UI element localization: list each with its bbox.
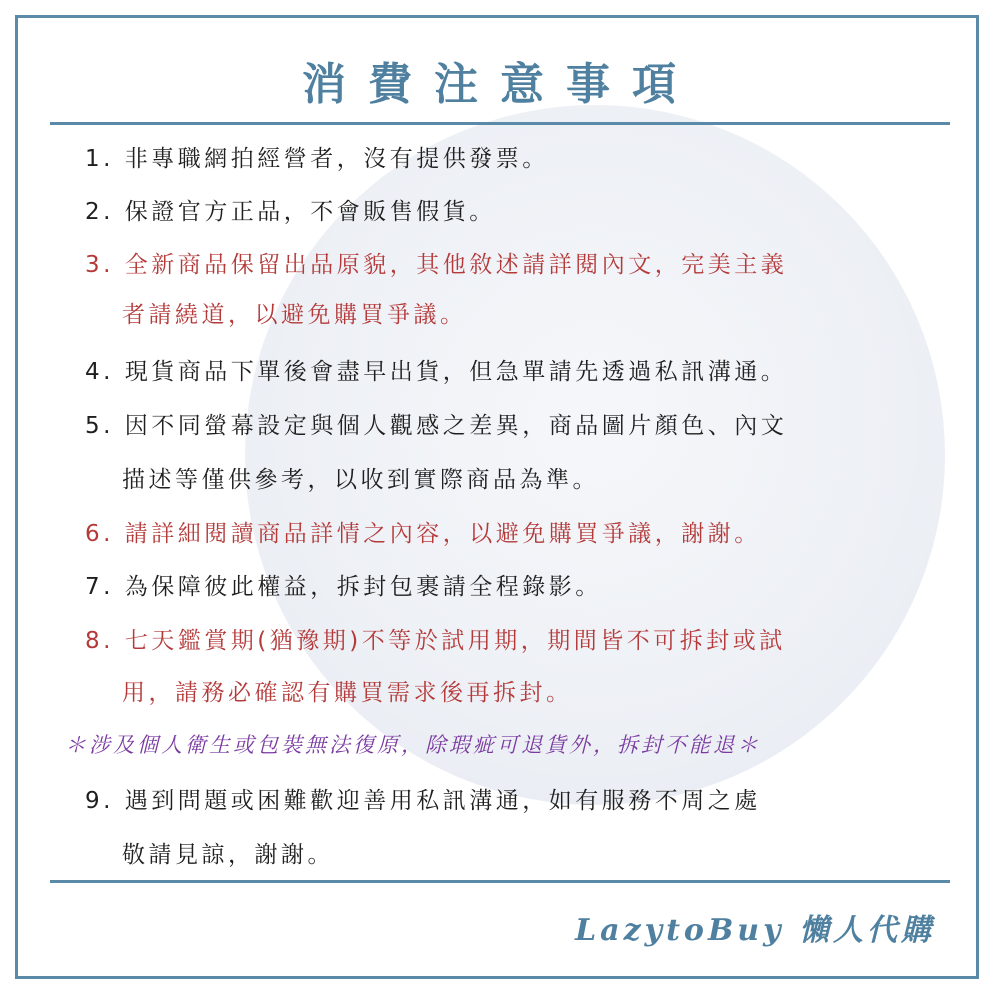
brand-signature: LazytoBuy 懶人代購 xyxy=(575,913,935,948)
notice-item-6: 6. 請詳細閱讀商品詳情之內容，以避免購買爭議，謝謝。 xyxy=(85,521,761,547)
notice-item-1: 1. 非專職網拍經營者，沒有提供發票。 xyxy=(85,146,549,172)
title-divider xyxy=(50,122,950,125)
notice-item-3: 3. 全新商品保留出品原貌，其他敘述請詳閱內文，完美主義 xyxy=(85,252,788,278)
notice-item-3-continued: 者請繞道，以避免購買爭議。 xyxy=(122,302,467,328)
notice-item-7: 7. 為保障彼此權益，拆封包裹請全程錄影。 xyxy=(85,574,602,600)
footer-divider xyxy=(50,880,950,883)
notice-item-5-continued: 描述等僅供參考，以收到實際商品為準。 xyxy=(122,467,599,493)
notice-item-9-continued: 敬請見諒，謝謝。 xyxy=(122,842,334,868)
page-title: 消費注意事項 xyxy=(302,59,698,110)
notice-item-8-continued: 用，請務必確認有購買需求後再拆封。 xyxy=(122,680,573,706)
notice-item-8: 8. 七天鑑賞期(猶豫期)不等於試用期，期間皆不可拆封或試 xyxy=(85,628,786,654)
notice-item-2: 2. 保證官方正品，不會販售假貨。 xyxy=(85,199,496,225)
return-policy-note: ＊涉及個人衛生或包裝無法復原，除瑕疵可退貨外，拆封不能退＊ xyxy=(65,733,761,757)
notice-item-4: 4. 現貨商品下單後會盡早出貨，但急單請先透過私訊溝通。 xyxy=(85,359,788,385)
notice-item-5: 5. 因不同螢幕設定與個人觀感之差異，商品圖片顏色、內文 xyxy=(85,413,788,439)
notice-item-9: 9. 遇到問題或困難歡迎善用私訊溝通，如有服務不周之處 xyxy=(85,788,761,814)
